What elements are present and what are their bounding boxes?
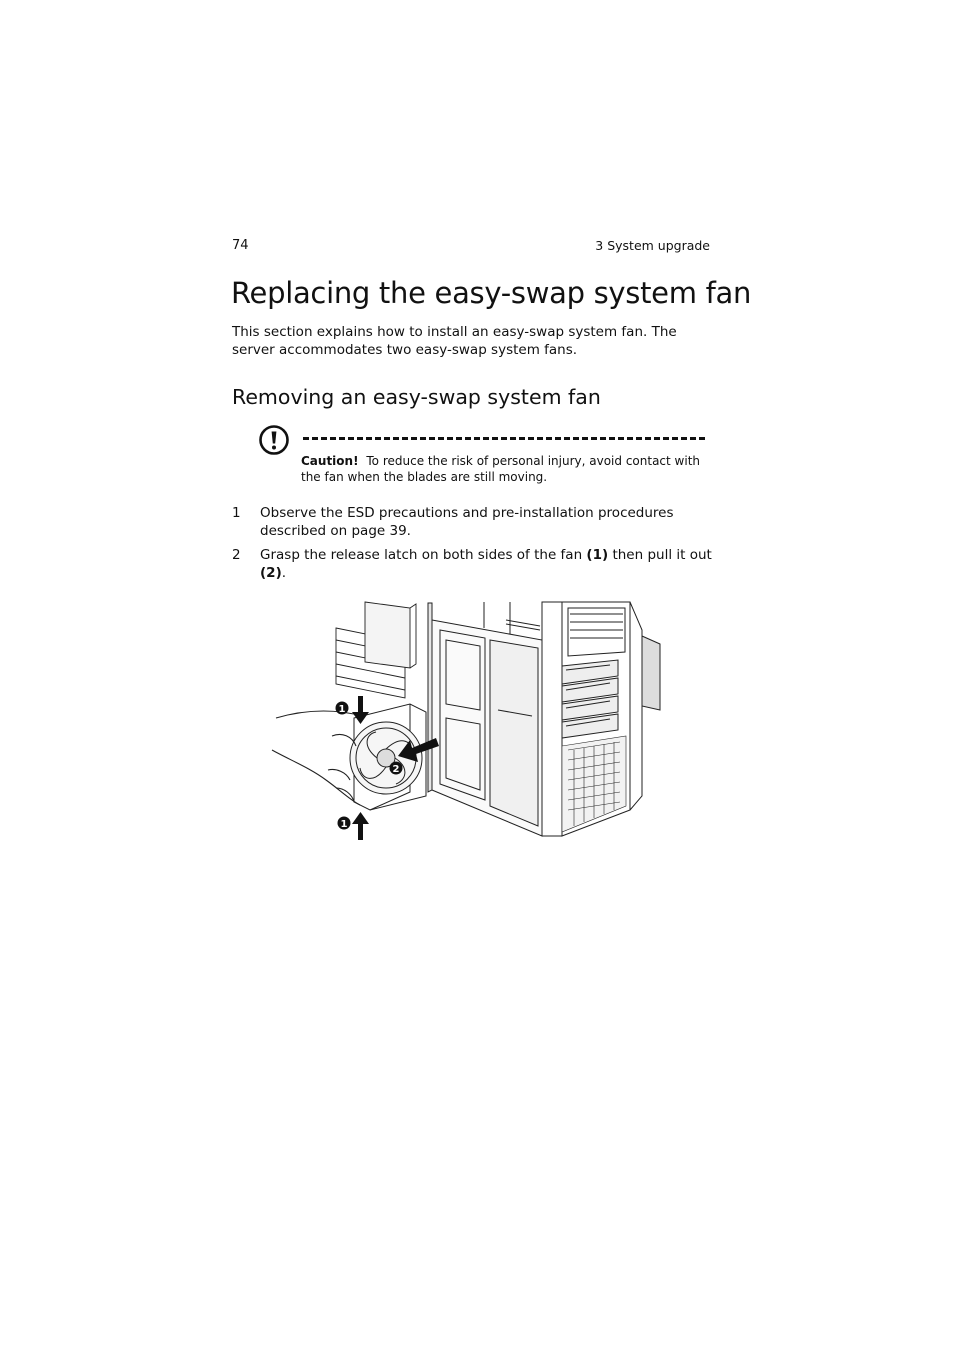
front-grille [562,736,626,832]
card-slots [336,602,416,698]
exclamation-circle-icon [258,424,290,456]
hand [272,711,362,805]
arrow-up-icon [352,812,369,840]
step-ref-2: (2) [260,565,282,581]
step-number: 1 [232,505,241,521]
intro-paragraph: This section explains how to install an easy-swap system fan. The server accommodates two easy-swap system fans. [232,324,677,358]
caution-body: To reduce the risk of personal injury, avoid contact with the fan when the blades are still moving. [301,454,700,484]
step-number: 2 [232,547,241,563]
caution-divider [303,437,705,440]
page-title: Replacing the easy-swap system fan [231,276,752,310]
running-header: 3 System upgrade [595,238,710,253]
section-heading: Removing an easy-swap system fan [232,385,601,409]
caution-label: Caution! [301,454,359,468]
step-ref-1: (1) [586,547,609,563]
step-text: Grasp the release latch on both sides of the fan (1) then pull it out (2). [260,547,712,581]
callout-label: 1 [340,819,348,830]
step-text: Observe the ESD precautions and pre-installation procedures described on page 39. [260,505,674,539]
page-number: 74 [232,238,249,253]
callout-label: 2 [392,764,400,775]
fan-removal-illustration [270,600,665,840]
list-item [232,504,712,540]
caution-note [301,453,711,485]
callout-label: 1 [338,704,346,715]
list-item [232,546,712,582]
